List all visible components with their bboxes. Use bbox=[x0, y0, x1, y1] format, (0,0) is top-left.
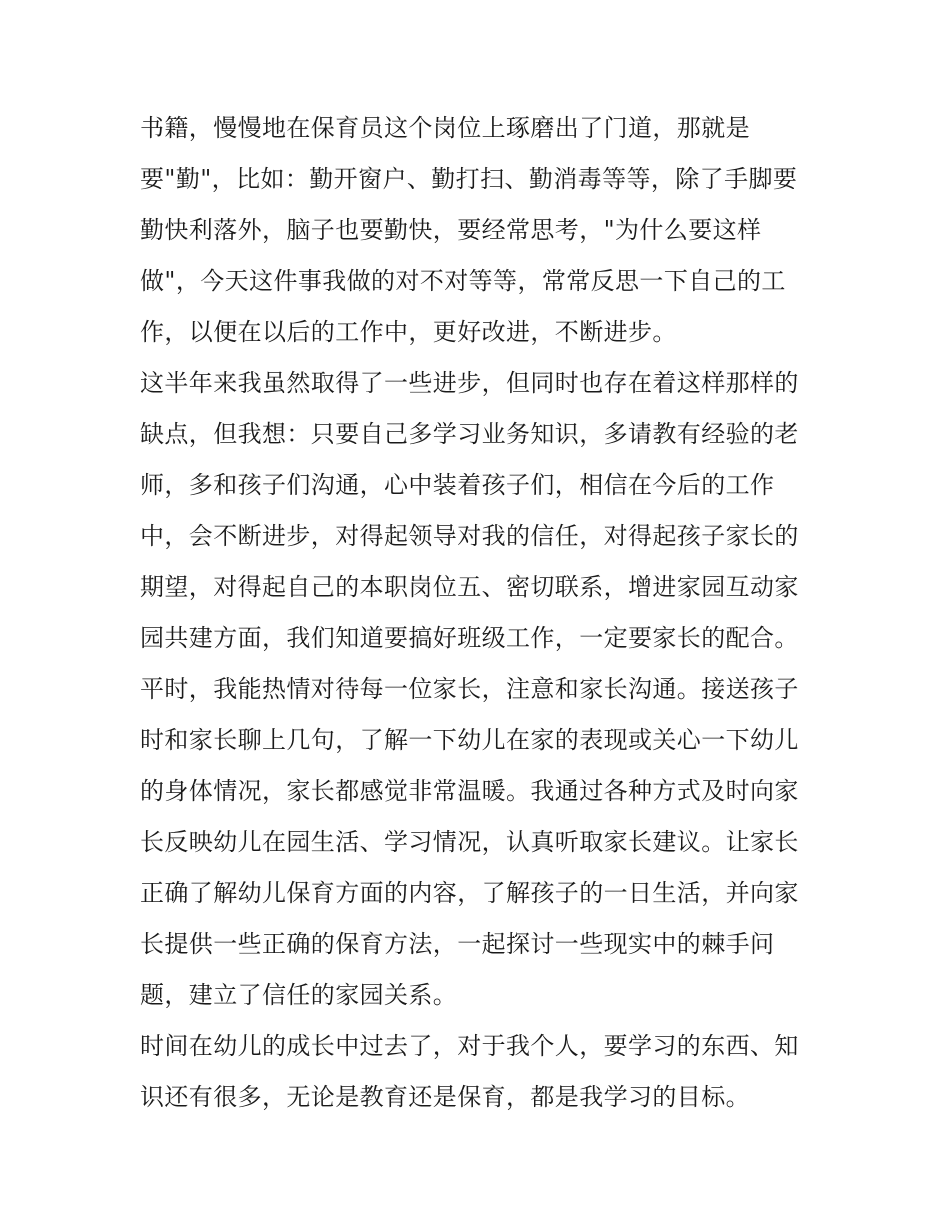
text-line: 期望，对得起自己的本职岗位五、密切联系，增进家园互动家 bbox=[140, 573, 799, 601]
text-line: 勤快利落外，脑子也要勤快，要经常思考，"为什么要这样 bbox=[140, 216, 762, 244]
text-line: 作，以便在以后的工作中，更好改进，不断进步。 bbox=[140, 318, 677, 346]
text-line: 时和家长聊上几句，了解一下幼儿在家的表现或关心一下幼儿 bbox=[140, 726, 799, 754]
text-line: 长反映幼儿在园生活、学习情况，认真听取家长建议。让家长 bbox=[140, 828, 799, 856]
text-line: 这半年来我虽然取得了一些进步，但同时也存在着这样那样的 bbox=[140, 369, 799, 397]
text-line: 做"，今天这件事我做的对不对等等，常常反思一下自己的工 bbox=[140, 267, 786, 295]
text-line: 长提供一些正确的保育方法，一起探讨一些现实中的棘手问 bbox=[140, 930, 775, 958]
text-line: 园共建方面，我们知道要搞好班级工作，一定要家长的配合。 bbox=[140, 624, 799, 652]
text-line: 的身体情况，家长都感觉非常温暖。我通过各种方式及时向家 bbox=[140, 777, 799, 805]
text-line: 正确了解幼儿保育方面的内容，了解孩子的一日生活，并向家 bbox=[140, 879, 799, 907]
text-line: 时间在幼儿的成长中过去了，对于我个人，要学习的东西、知 bbox=[140, 1032, 799, 1060]
text-line: 平时，我能热情对待每一位家长，注意和家长沟通。接送孩子 bbox=[140, 675, 799, 703]
text-line: 中，会不断进步，对得起领导对我的信任，对得起孩子家长的 bbox=[140, 522, 799, 550]
text-line: 缺点，但我想：只要自己多学习业务知识，多请教有经验的老 bbox=[140, 420, 799, 448]
text-line: 题，建立了信任的家园关系。 bbox=[140, 981, 458, 1009]
text-line: 师，多和孩子们沟通，心中装着孩子们，相信在今后的工作 bbox=[140, 471, 775, 499]
document-body bbox=[140, 103, 820, 1123]
text-line: 书籍，慢慢地在保育员这个岗位上琢磨出了门道，那就是 bbox=[140, 114, 750, 142]
text-line: 要"勤"，比如：勤开窗户、勤打扫、勤消毒等等，除了手脚要 bbox=[140, 165, 798, 193]
text-line: 识还有很多，无论是教育还是保育，都是我学习的目标。 bbox=[140, 1083, 750, 1111]
